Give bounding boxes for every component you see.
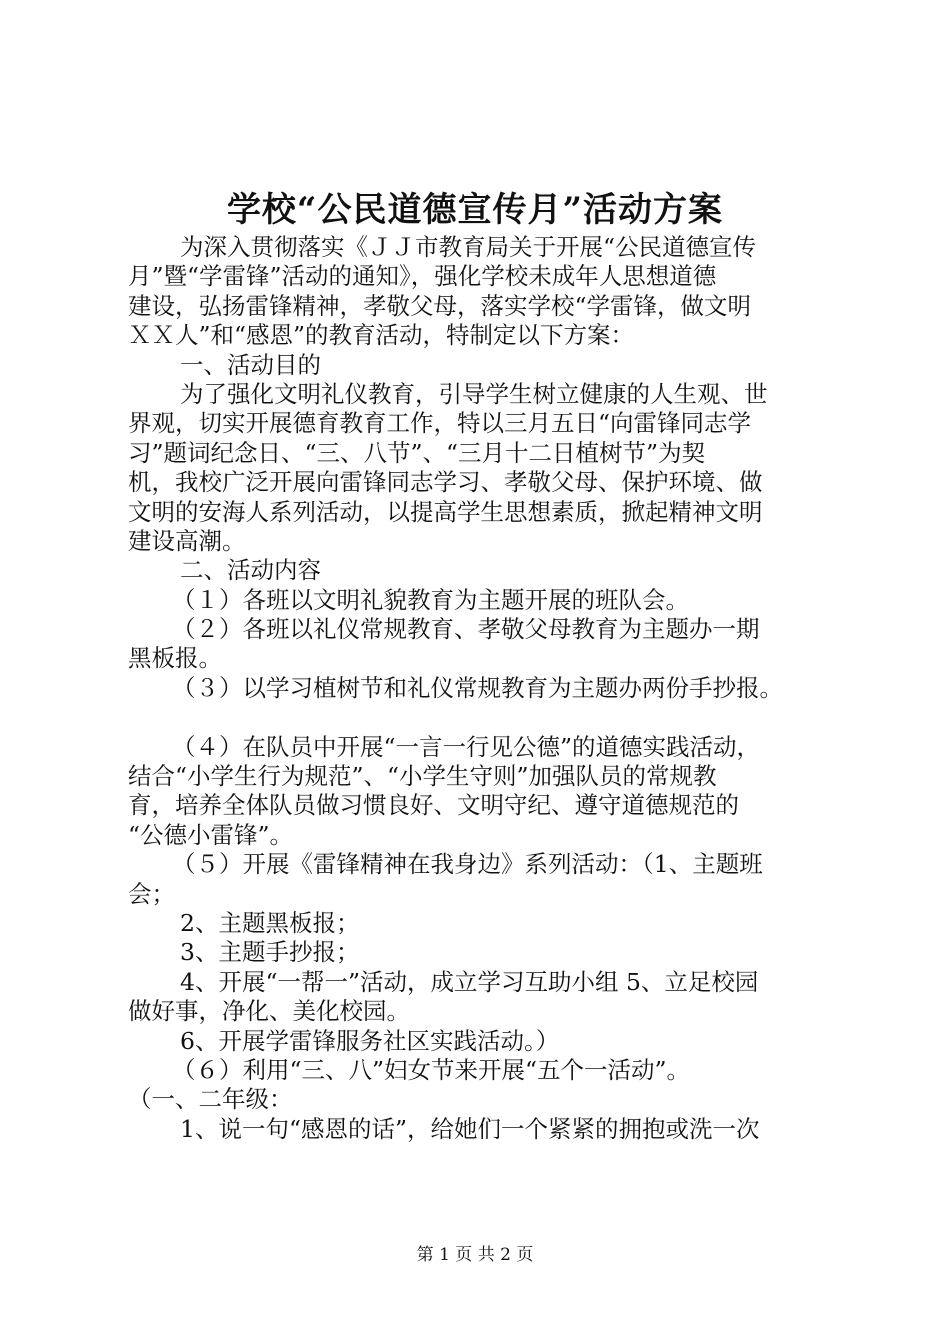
paragraph-line: 一、活动目的 [180, 350, 321, 379]
paragraph-line: 做好事，净化、美化校园。 [128, 997, 410, 1026]
paragraph-line: “公德小雷锋”。 [128, 820, 294, 849]
paragraph-line: （３）以学习植树节和礼仪常规教育为主题办两份手抄报。 [172, 673, 783, 702]
paragraph-line: 机，我校广泛开展向雷锋同志学习、孝敬父母、保护环境、做 [128, 468, 763, 497]
paragraph-line: （一、二年级： [128, 1085, 293, 1114]
paragraph-line: 结合“小学生行为规范”、“小学生守则”加强队员的常规教 [128, 762, 717, 791]
paragraph-line: （１）各班以文明礼貌教育为主题开展的班队会。 [172, 585, 689, 614]
paragraph-line: 建设高潮。 [128, 526, 246, 555]
document-body [128, 233, 840, 1144]
page-footer: 第 1 页 共 2 页 [416, 1245, 534, 1265]
paragraph-line: （５）开展《雷锋精神在我身边》系列活动：（1、主题班 [172, 850, 763, 879]
paragraph-line: 建设，弘扬雷锋精神，孝敬父母，落实学校“学雷锋，做文明 [128, 291, 752, 320]
blank-line [128, 703, 840, 732]
paragraph-line: 4、开展“一帮一”活动，成立学习互助小组 5、立足校园 [180, 967, 759, 996]
paragraph-line: 文明的安海人系列活动，以提高学生思想素质，掀起精神文明 [128, 497, 763, 526]
paragraph-line: 3、主题手抄报； [180, 938, 360, 967]
paragraph-line: 二、活动内容 [180, 556, 321, 585]
paragraph-line: 6、开展学雷锋服务社区实践活动。） [180, 1026, 560, 1055]
paragraph-line: 育，培养全体队员做习惯良好、文明守纪、遵守道德规范的 [128, 791, 739, 820]
paragraph-line: 习”题词纪念日、“三、八节”、“三月十二日植树节”为契 [128, 438, 706, 467]
paragraph-line: （４）在队员中开展“一言一行见公德”的道德实践活动， [172, 732, 761, 761]
document-title: 学校“公民道德宣传月”活动方案 [226, 190, 724, 230]
paragraph-line: 月”暨“学雷锋”活动的通知》，强化学校未成年人思想道德 [128, 262, 717, 291]
paragraph-line: 为深入贯彻落实《ＪＪ市教育局关于开展“公民道德宣传 [180, 233, 757, 261]
paragraph-line: （６）利用“三、八”妇女节来开展“五个一活动”。 [172, 1055, 691, 1084]
paragraph-line: 黑板报。 [128, 644, 222, 673]
paragraph-line: 为了强化文明礼仪教育，引导学生树立健康的人生观、世 [180, 379, 768, 408]
paragraph-line: （２）各班以礼仪常规教育、孝敬父母教育为主题办一期 [172, 615, 760, 644]
paragraph-line: 会； [128, 879, 175, 908]
paragraph-line: 2、主题黑板报； [180, 908, 360, 937]
paragraph-line: ＸＸ人”和“感恩”的教育活动，特制定以下方案： [128, 321, 635, 350]
paragraph-line: 1、说一句“感恩的话”，给她们一个紧紧的拥抱或洗一次 [180, 1114, 760, 1143]
paragraph-line: 界观，切实开展德育教育工作，特以三月五日“向雷锋同志学 [128, 409, 752, 438]
